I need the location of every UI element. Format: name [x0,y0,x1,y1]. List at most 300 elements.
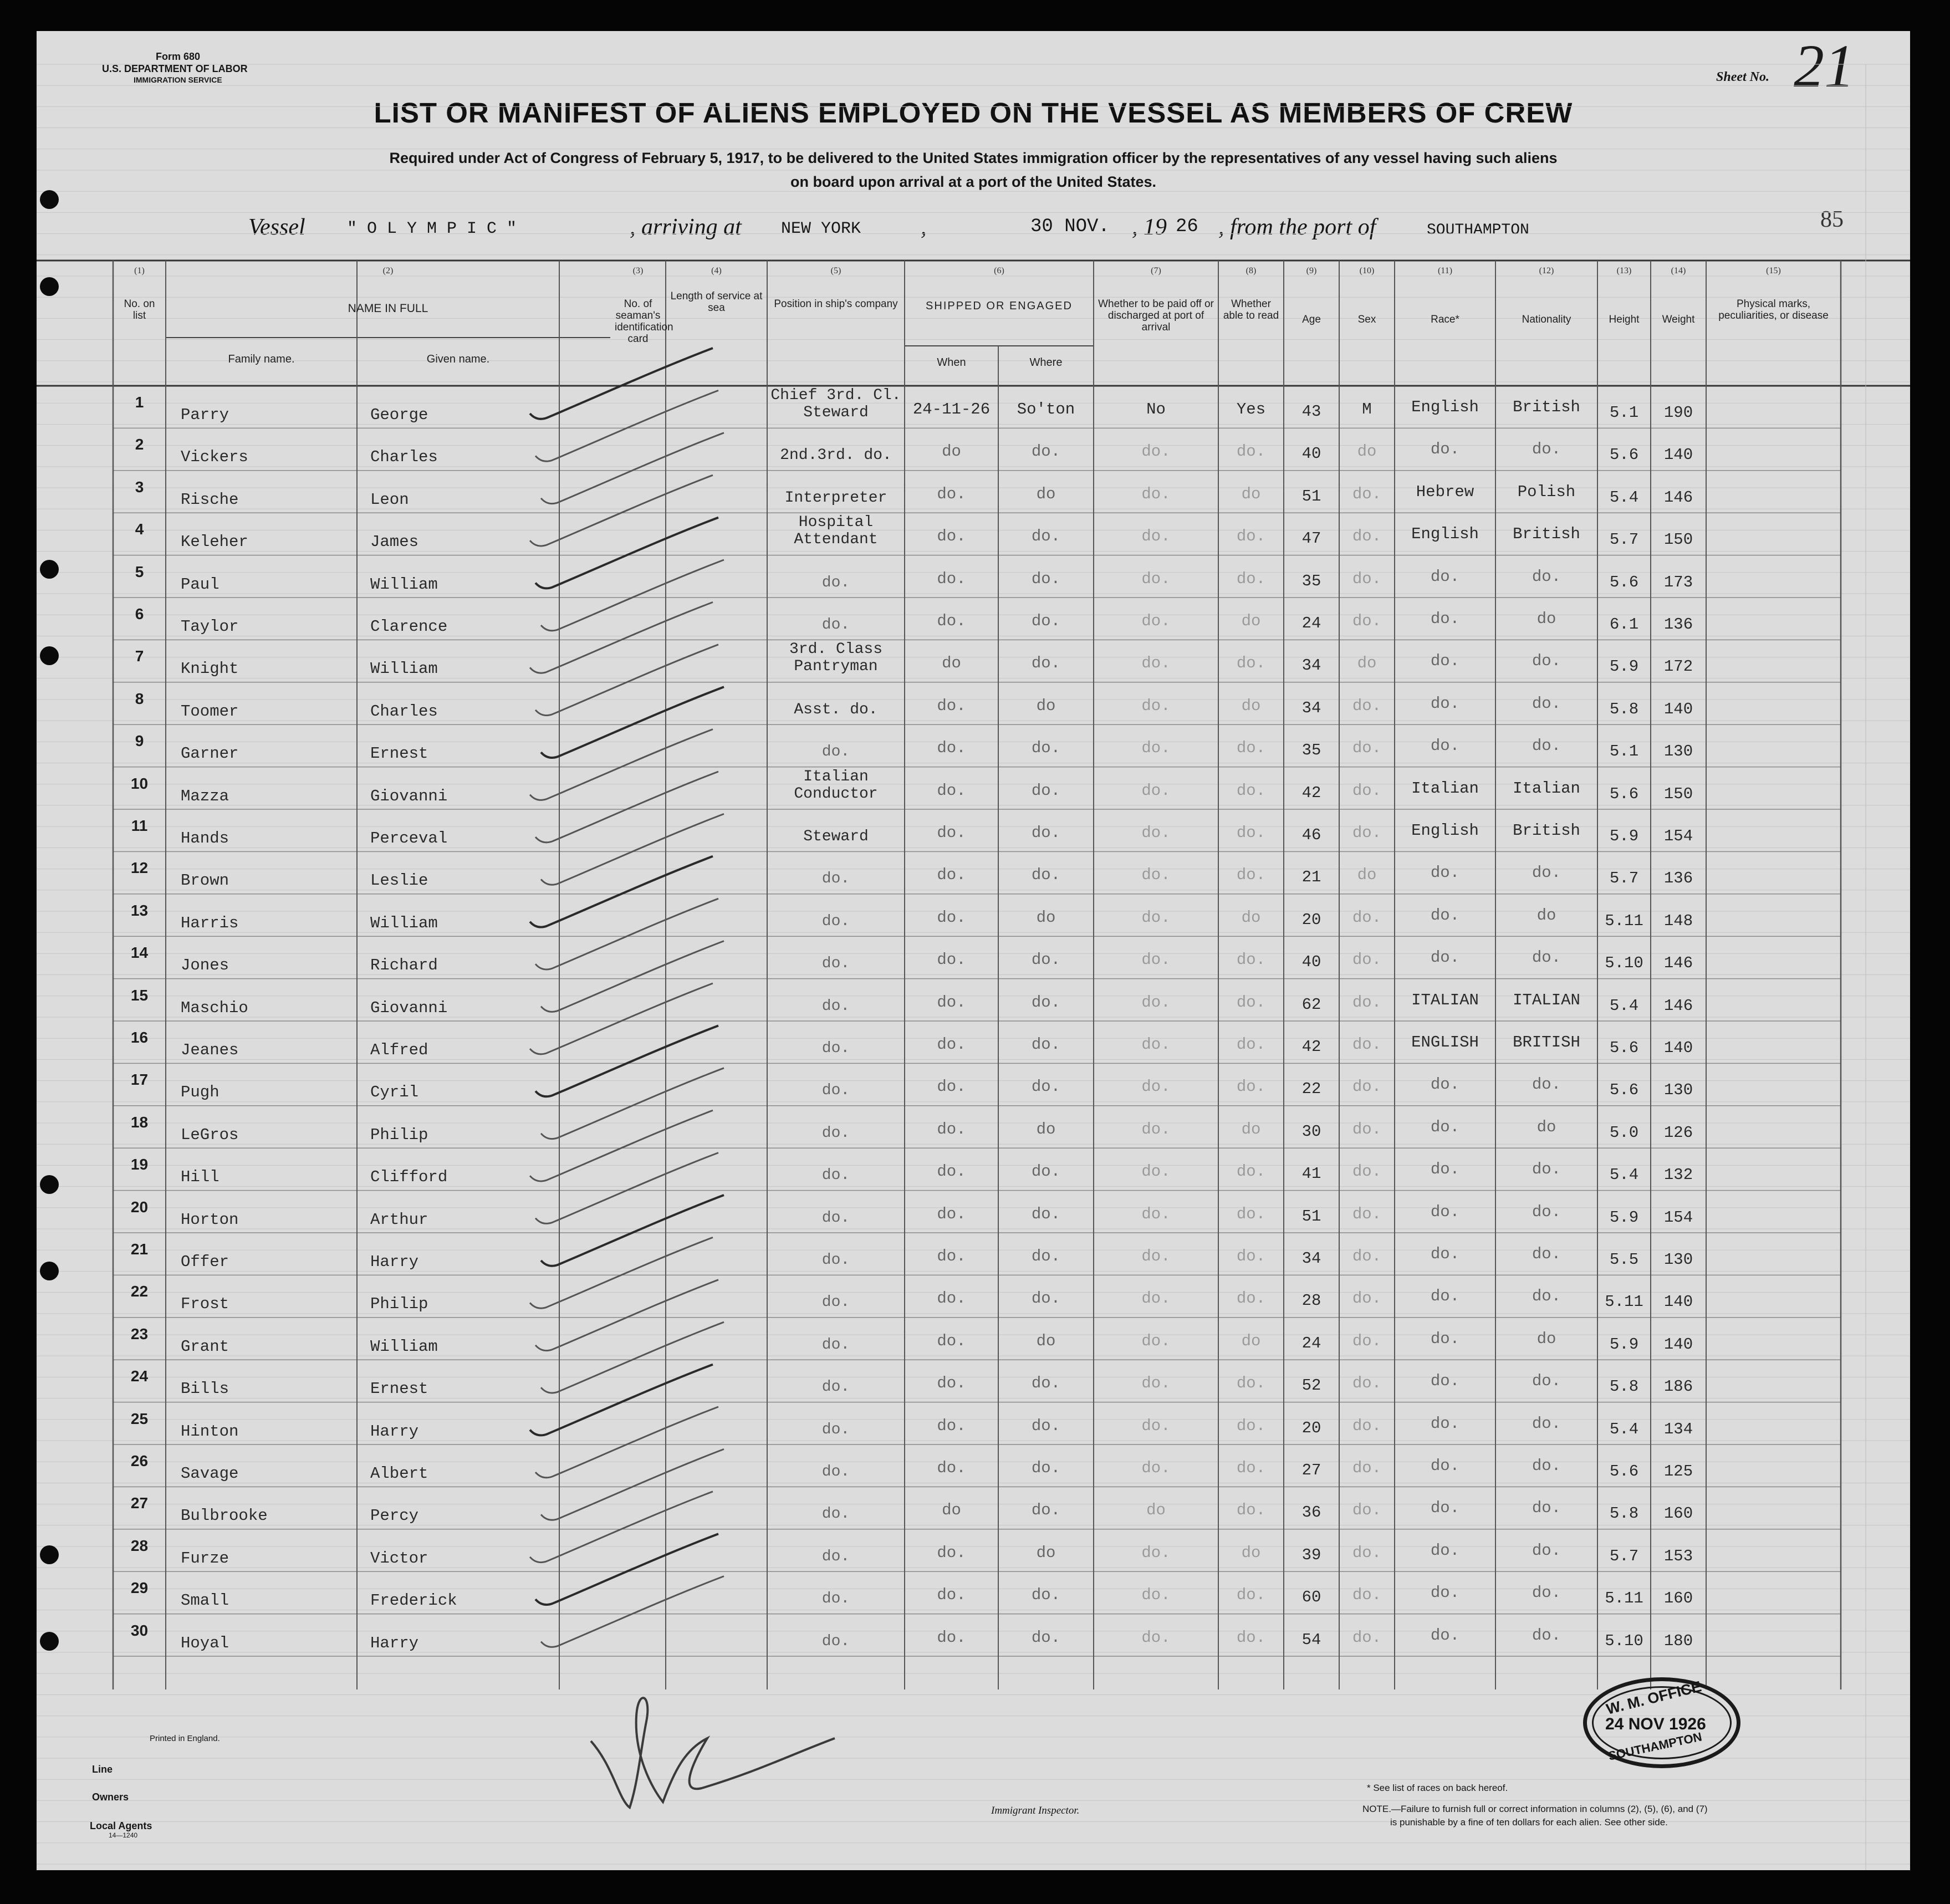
weight: 190 [1663,404,1693,422]
family-name: Horton [181,1210,239,1229]
shipped-where: do. [1031,1247,1061,1265]
sex: do. [1352,1416,1382,1435]
paid-off: do. [1141,993,1171,1012]
paid-off: do. [1141,1035,1171,1054]
arriving-port: NEW YORK [781,220,861,238]
stamp-office-text: W. M. OFFICE [1604,1678,1703,1718]
weight: 140 [1663,1293,1693,1311]
penalty-note-2: is punishable by a fine of ten dollars for each alien. See other side. [1390,1817,1668,1828]
height: 5.6 [1609,1039,1639,1057]
nationality: Polish [1517,482,1576,501]
shipped-where: do. [1031,1035,1061,1054]
paid-off: do. [1141,908,1171,927]
given-name: Giovanni [370,787,448,805]
height: 5.6 [1609,446,1639,464]
family-name: Bulbrooke [181,1507,268,1525]
column-header: Sex [1357,314,1376,325]
race: do. [1430,652,1460,671]
age: 40 [1301,445,1321,463]
age: 34 [1301,1249,1321,1268]
weight: 130 [1663,1081,1693,1100]
column-number: (11) [1437,266,1453,275]
age: 35 [1301,741,1321,760]
given-name: Clifford [370,1168,448,1187]
row-number: 2 [135,436,144,453]
age: 20 [1301,1418,1321,1437]
given-name: James [370,533,419,552]
given-name: Albert [370,1464,428,1483]
race: Hebrew [1416,482,1474,501]
height: 5.7 [1609,869,1639,888]
height: 5.10 [1605,954,1643,973]
from-port: SOUTHAMPTON [1427,222,1529,239]
position-in-company: do. [821,870,850,888]
shipped-when: do. [937,1162,966,1181]
paid-off: do. [1141,484,1171,503]
row-number: 4 [135,520,144,538]
printed-in-england: Printed in England. [150,1734,220,1743]
able-to-read: do. [1236,569,1266,588]
able-to-read: do. [1236,866,1266,885]
race: do. [1430,1117,1460,1136]
sex: do. [1352,824,1382,842]
able-to-read: do. [1236,1501,1266,1520]
sex: do [1357,654,1377,673]
shipped-where: do. [1031,1289,1061,1308]
height: 5.9 [1609,1335,1639,1354]
column-number: (8) [1245,266,1257,275]
race: do. [1430,1499,1460,1518]
nationality: do. [1532,1584,1561,1602]
column-header: Height [1609,314,1640,325]
column-header: NAME IN FULL [348,302,428,315]
height: 5.7 [1609,530,1639,549]
weight: 140 [1663,1039,1693,1057]
age: 62 [1301,995,1321,1014]
age: 46 [1301,826,1321,844]
height: 5.6 [1609,784,1639,803]
paid-off: do. [1141,739,1171,758]
height: 5.7 [1609,1546,1639,1565]
age: 35 [1301,571,1321,590]
family-name: Garner [181,744,239,763]
family-name: Bills [181,1380,229,1398]
shipped-when: 24-11-26 [912,400,991,418]
manifest-sheet [37,31,1910,1870]
form-number: Form 680 [156,51,201,62]
sex: do. [1352,1586,1382,1605]
nationality: do. [1532,652,1561,671]
page-number: 85 [1820,207,1844,232]
family-name: LeGros [181,1125,239,1144]
sex: M [1362,400,1372,418]
binder-hole [40,1175,59,1194]
year-label: , 19 [1132,215,1167,240]
race: do. [1430,1329,1460,1348]
column-header: Whether to be paid off or discharged at port of arrival [1098,298,1214,333]
shipped-where: do [1036,1120,1056,1139]
shipped-when: do. [937,1459,966,1477]
able-to-read: do. [1236,442,1266,461]
row-number: 23 [130,1325,149,1343]
column-number: (9) [1306,266,1317,275]
race: do. [1430,1372,1460,1391]
weight: 140 [1663,1335,1693,1354]
able-to-read: do. [1236,1289,1266,1308]
nationality: do. [1532,1541,1561,1560]
able-to-read: do. [1236,781,1266,800]
family-name: Hoyal [181,1634,229,1652]
shipped-when: do [942,442,961,461]
age: 47 [1301,529,1321,548]
family-name: Rische [181,490,239,509]
paid-off: do. [1141,527,1171,546]
paid-off: do. [1141,1459,1171,1477]
paid-off: do. [1141,654,1171,673]
sex: do. [1352,1459,1382,1477]
able-to-read: do. [1236,1416,1266,1435]
shipped-when: do. [937,1120,966,1139]
age: 28 [1301,1292,1321,1310]
able-to-read: do [1241,484,1261,503]
age: 54 [1301,1630,1321,1649]
race: do. [1430,906,1460,925]
able-to-read: Yes [1236,400,1266,418]
height: 5.9 [1609,657,1639,676]
height: 5.8 [1609,1377,1639,1396]
height: 5.1 [1609,742,1639,761]
shipped-where: do. [1031,824,1061,842]
sex: do. [1352,1035,1382,1054]
given-name: Giovanni [370,998,448,1017]
able-to-read: do [1241,1543,1261,1562]
shipped-where: do [1036,1331,1056,1350]
shipped-where: do. [1031,866,1061,885]
paid-off: do. [1141,612,1171,630]
able-to-read: do. [1236,1204,1266,1223]
paid-off: do. [1141,442,1171,461]
shipped-where: do. [1031,527,1061,546]
family-name: Keleher [181,533,248,552]
row-number: 26 [130,1452,149,1469]
given-name: Leon [370,490,409,509]
family-name: Hinton [181,1422,239,1441]
from-port-label: , from the port of [1218,215,1376,240]
nationality: do. [1532,864,1561,882]
height: 5.4 [1609,1166,1639,1185]
column-header: Weight [1662,314,1695,325]
race: do. [1430,1457,1460,1475]
races-note: * See list of races on back hereof. [1367,1783,1508,1793]
weight: 130 [1663,742,1693,761]
age: 34 [1301,656,1321,675]
age: 60 [1301,1588,1321,1607]
column-header: Whether able to read [1223,298,1279,321]
race: do. [1430,1160,1460,1179]
position-in-company: do. [821,1294,850,1311]
column-number: (13) [1616,266,1632,275]
given-name: Ernest [370,744,428,763]
height: 5.11 [1605,911,1643,930]
family-name: Small [181,1591,229,1610]
when-header: When [937,356,966,369]
paid-off: do. [1141,781,1171,800]
shipped-where: do. [1031,1374,1061,1393]
weight: 136 [1663,869,1693,888]
height: 5.6 [1609,1462,1639,1481]
shipped-when: do. [937,696,966,715]
nationality: do. [1532,1287,1561,1306]
column-number: (5) [830,266,841,275]
shipped-when: do. [937,527,966,546]
shipped-where: do. [1031,951,1061,969]
nationality: do [1536,906,1556,925]
height: 5.5 [1609,1250,1639,1269]
shipped-when: do. [937,1416,966,1435]
shipped-where: do. [1031,1459,1061,1477]
shipped-when: do. [937,908,966,927]
age: 42 [1301,1038,1321,1056]
position-in-company: do. [821,616,850,634]
position-in-company: do. [821,997,850,1015]
able-to-read: do. [1236,1078,1266,1096]
position-in-company: do. [821,1124,850,1142]
stamp-port: SOUTHAMPTON [1607,1729,1703,1763]
position-in-company: do. [821,1209,850,1227]
column-number: (3) [632,266,644,275]
shipped-where: do. [1031,993,1061,1012]
shipped-when: do. [937,484,966,503]
binder-hole [40,277,59,296]
sex: do. [1352,1501,1382,1520]
position-in-company: do. [821,1336,850,1354]
row-number: 3 [135,478,144,496]
able-to-read: do. [1236,951,1266,969]
race: do. [1430,864,1460,882]
weight: 125 [1663,1462,1693,1481]
position-in-company: do. [821,1548,850,1565]
shipped-when: do. [937,781,966,800]
weight: 180 [1663,1631,1693,1650]
height: 5.8 [1609,700,1639,718]
given-name: Alfred [370,1041,428,1059]
family-name: Paul [181,575,219,594]
row-number: 10 [130,774,149,792]
position-in-company: Italian Conductor [794,768,878,803]
able-to-read: do. [1236,993,1266,1012]
nationality: British [1513,398,1580,416]
height: 6.1 [1609,615,1639,634]
given-name: Harry [370,1422,419,1441]
paid-off: do. [1141,696,1171,715]
sex: do. [1352,1289,1382,1308]
binder-hole [40,1545,59,1564]
arrival-date: 30 NOV. [1030,216,1110,237]
age: 34 [1301,698,1321,717]
paid-off: do [1146,1501,1166,1520]
height: 5.1 [1609,404,1639,422]
family-name: Savage [181,1464,239,1483]
nationality: do [1536,610,1556,628]
shipped-where: do. [1031,654,1061,673]
race: English [1411,525,1479,544]
column-number: (6) [994,266,1004,275]
race: do. [1430,1245,1460,1263]
paid-off: do. [1141,1162,1171,1181]
paid-off: do. [1141,1078,1171,1096]
nationality: do. [1532,440,1561,459]
weight: 154 [1663,827,1693,845]
family-name: Knight [181,660,239,678]
row-number: 6 [135,605,144,622]
able-to-read: do. [1236,1374,1266,1393]
sex: do. [1352,908,1382,927]
family-name-header: Family name. [228,353,295,365]
row-number: 16 [130,1029,149,1046]
row-number: 22 [130,1283,149,1300]
age: 42 [1301,783,1321,802]
subtitle-line-2: on board upon arrival at a port of the United States. [790,173,1157,190]
row-number: 19 [130,1156,149,1173]
column-header: Position in ship's company [774,298,898,310]
weight: 186 [1663,1377,1693,1396]
shipped-where: do. [1031,1501,1061,1520]
shipped-when: do. [937,951,966,969]
paid-off: do. [1141,1374,1171,1393]
family-name: Frost [181,1295,229,1314]
family-name: Harris [181,913,239,932]
position-in-company: do. [821,1421,850,1438]
shipped-when: do. [937,739,966,758]
sex: do [1357,442,1377,461]
sheet-number-label: Sheet No. [1716,70,1769,84]
height: 5.4 [1609,996,1639,1015]
sex: do. [1352,1331,1382,1350]
age: 24 [1301,1334,1321,1352]
inspector-signature [37,31,1910,1870]
paid-off: do. [1141,569,1171,588]
penalty-note-1: NOTE.—Failure to furnish full or correct information in columns (2), (5), (6), and (7) [1362,1804,1708,1814]
family-name: Mazza [181,787,229,805]
shipped-when: do. [937,1374,966,1393]
nationality: ITALIAN [1513,991,1580,1009]
position-in-company: do. [821,743,850,761]
column-header: Age [1302,314,1321,325]
height: 5.0 [1609,1123,1639,1142]
able-to-read: do. [1236,1247,1266,1265]
row-number: 12 [130,859,149,877]
nationality: Italian [1513,779,1580,798]
service-name: IMMIGRATION SERVICE [134,75,222,84]
able-to-read: do [1241,696,1261,715]
shipped-where: do. [1031,1416,1061,1435]
sex: do. [1352,1120,1382,1139]
row-number: 18 [130,1113,149,1131]
nationality: do. [1532,1626,1561,1645]
race: do. [1430,1541,1460,1560]
shipped-where: do [1036,908,1056,927]
age: 30 [1301,1122,1321,1141]
age: 20 [1301,910,1321,929]
nationality: do [1536,1117,1556,1136]
height: 5.8 [1609,1504,1639,1523]
nationality: do. [1532,567,1561,586]
weight: 140 [1663,700,1693,718]
height: 5.10 [1605,1631,1643,1650]
shipped-when: do [942,654,961,673]
sex: do. [1352,993,1382,1012]
race: do. [1430,440,1460,459]
age: 52 [1301,1376,1321,1395]
department-name: U.S. DEPARTMENT OF LABOR [102,63,248,74]
weight: 146 [1663,488,1693,507]
position-in-company: do. [821,1252,850,1269]
shipped-when: do. [937,1078,966,1096]
subtitle-line-1: Required under Act of Congress of February 5, 1917, to be delivered to the United States immigration officer by the representatives of any vessel having such aliens [389,150,1558,166]
age: 24 [1301,614,1321,632]
form-code: 14—1240 [109,1831,138,1839]
row-number: 21 [130,1241,149,1258]
stamp-date: 24 NOV 1926 [1605,1715,1706,1733]
paid-off: do. [1141,1247,1171,1265]
shipped-where: do. [1031,1078,1061,1096]
paid-off: do. [1141,1204,1171,1223]
sex: do. [1352,612,1382,630]
able-to-read: do. [1236,1628,1266,1647]
owners-label: Owners [92,1791,129,1803]
race: do. [1430,1075,1460,1094]
nationality: British [1513,525,1580,544]
weight: 146 [1663,996,1693,1015]
given-name: Arthur [370,1210,428,1229]
column-header: Race* [1431,314,1459,325]
row-number: 5 [135,563,144,580]
weight: 173 [1663,573,1693,591]
able-to-read: do [1241,908,1261,927]
shipped-where: do. [1031,1204,1061,1223]
column-number: (15) [1766,266,1781,275]
given-name: Richard [370,956,438,975]
given-name: George [370,406,428,424]
family-name: Toomer [181,702,239,721]
family-name: Hands [181,829,229,848]
row-number: 9 [135,732,144,750]
shipped-when: do. [937,569,966,588]
nationality: do. [1532,948,1561,967]
position-in-company: 2nd.3rd. do. [780,447,892,464]
family-name: Grant [181,1337,229,1356]
given-name: William [370,660,438,678]
binder-hole [40,1632,59,1651]
position-in-company: do. [821,1590,850,1608]
able-to-read: do. [1236,1586,1266,1605]
arriving-label: , arriving at [630,215,742,240]
nationality: do. [1532,1414,1561,1433]
sex: do. [1352,1247,1382,1265]
given-name: Leslie [370,871,428,890]
sex: do. [1352,781,1382,800]
nationality: do. [1532,1457,1561,1475]
paid-off: do. [1141,1416,1171,1435]
shipped-where: do. [1031,1628,1061,1647]
position-in-company: do. [821,1040,850,1057]
row-number: 28 [130,1537,149,1554]
given-name: Harry [370,1253,419,1271]
family-name: Furze [181,1549,229,1568]
binder-hole [40,190,59,209]
vessel-name: " O L Y M P I C " [347,220,517,238]
paid-off: do. [1141,1628,1171,1647]
